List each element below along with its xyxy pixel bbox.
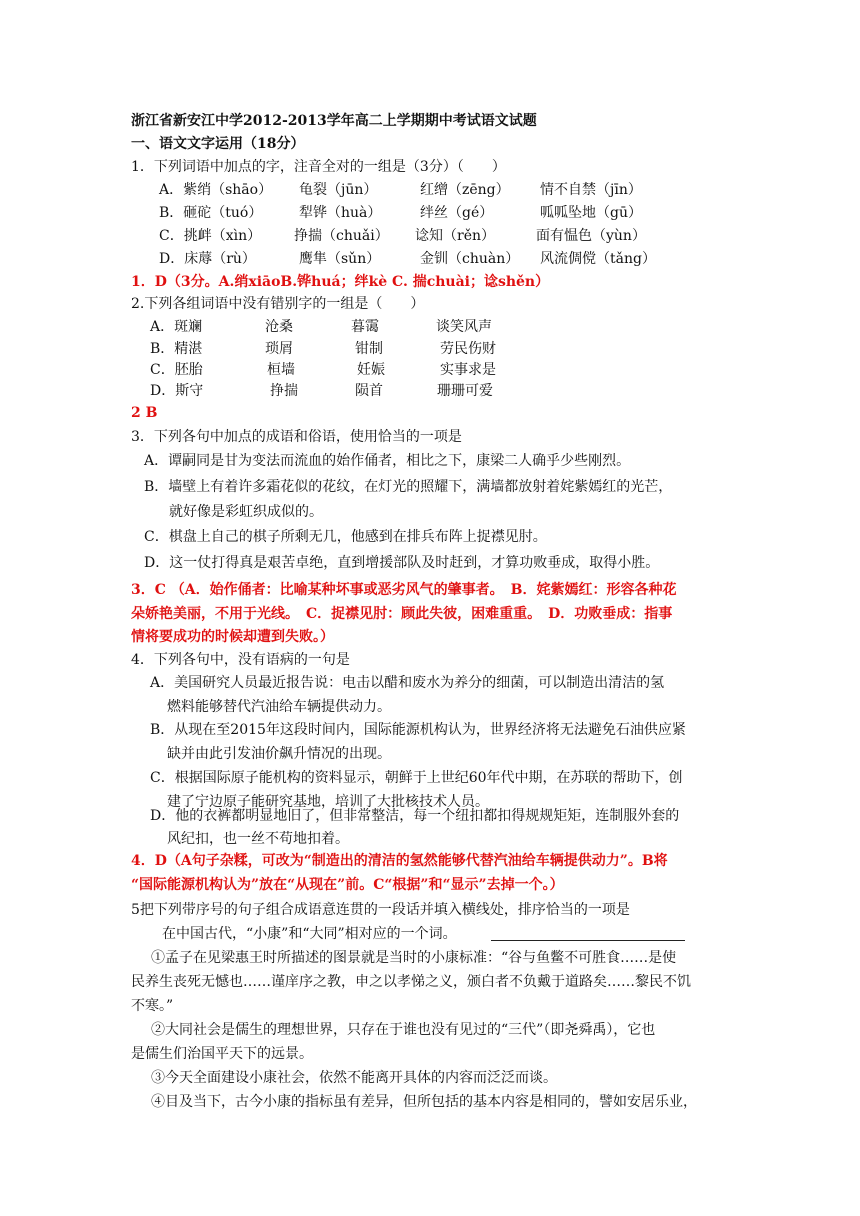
- q3-option-b-line1: B．墙壁上有着许多霜花似的花纹，在灯光的照耀下，满墙都放射着姹紫嫣红的光芒，: [144, 479, 673, 495]
- q1-option-b-1: B．砸砣（tuó）: [159, 205, 263, 221]
- q1-option-a-2: 龟裂（jūn）: [299, 182, 378, 198]
- q3-answer-line1: 3．C （A．始作俑者：比喻某种坏事或恶劣风气的肇事者。 B．姹紫嫣红：形容各种花: [131, 582, 677, 598]
- q1-option-a-1: A．紫绡（shāo）: [159, 182, 273, 198]
- q1-option-c-2: 挣揣（chuǎi）: [294, 228, 389, 244]
- q4-option-d-line1: D．他的衣裤都明显地旧了，但非常整洁，每一个纽扣都扣得规规矩矩，连制服外套的: [150, 808, 680, 824]
- q5-sentence-1-line2: 民养生丧死无憾也……谨庠序之教，申之以孝悌之义，颁白者不负戴于道路矣……黎民不饥: [131, 974, 691, 990]
- document-title: 浙江省新安江中学2012-2013学年高二上学期期中考试语文试题: [131, 113, 537, 129]
- q1-option-b-4: 呱呱坠地（gū）: [540, 205, 642, 221]
- q5-sentence-4: ④目及当下，古今小康的指标虽有差异，但所包括的基本内容是相同的，譬如安居乐业，: [151, 1094, 697, 1110]
- q5-sentence-1-line1: ①孟子在见梁惠王时所描述的图景就是当时的小康标准：“谷与鱼鳖不可胜食……是使: [151, 950, 677, 966]
- q1-option-d-4: 风流倜傥（tǎng）: [540, 251, 656, 267]
- q5-sentence-2-line2: 是儒生们治国平天下的远景。: [131, 1046, 313, 1062]
- q4-option-d-line2: 风纪扣，也一丝不苟地扣着。: [167, 831, 349, 847]
- q1-option-b-3: 绊丝（gé）: [420, 205, 494, 221]
- q5-sentence-3: ③今天全面建设小康社会，依然不能离开具体的内容而泛泛而谈。: [151, 1070, 557, 1086]
- q2-option-c-1: C．胚胎: [150, 362, 203, 378]
- q3-answer-line2: 朵娇艳美丽，不用于光线。 C．捉襟见肘：顾此失彼，困难重重。 D．功败垂成：指事: [131, 606, 673, 622]
- q2-option-a-2: 沧桑: [265, 319, 293, 335]
- q2-option-d-2: 挣揣: [270, 383, 298, 399]
- q2-answer: 2 B: [131, 405, 158, 421]
- q2-option-c-4: 实事求是: [440, 362, 496, 378]
- q2-option-a-1: A．斑斓: [150, 319, 203, 335]
- q4-answer-line2: “国际能源机构认为”放在“从现在”前。C“根据”和“显示”去掉一个。）: [131, 877, 564, 893]
- q1-option-b-2: 犁铧（huà）: [299, 205, 382, 221]
- q2-option-b-2: 琐屑: [265, 341, 293, 357]
- fill-in-blank-line: [491, 940, 685, 941]
- q2-option-b-1: B．精湛: [150, 341, 203, 357]
- q1-option-a-4: 情不自禁（jīn）: [540, 182, 642, 198]
- q1-option-c-1: C．挑衅（xìn）: [159, 228, 262, 244]
- section-heading: 一、语文文字运用（18分）: [131, 136, 305, 152]
- q1-answer: 1．D（3分。A.绡xiāoB.铧huá；绊kè C. 揣chuài；谂shěn）: [131, 274, 550, 290]
- q2-option-d-3: 陨首: [355, 383, 383, 399]
- q5-sentence-1-line3: 不寒。”: [131, 998, 174, 1014]
- q5-sentence-2-line1: ②大同社会是儒生的理想世界，只存在于谁也没有见过的“三代”（即尧舜禹），它也: [151, 1022, 656, 1038]
- q3-stem: 3．下列各句中加点的成语和俗语，使用恰当的一项是: [131, 429, 462, 445]
- q2-option-d-1: D．斯守: [150, 383, 204, 399]
- q2-stem: 2.下列各组词语中没有错别字的一组是（ ）: [131, 296, 425, 312]
- q1-option-d-1: D．床蓐（rù）: [159, 251, 256, 267]
- q2-option-d-4: 珊珊可爱: [437, 383, 493, 399]
- q4-option-a-line1: A．美国研究人员最近报告说：电击以醋和废水为养分的细菌，可以制造出清洁的氢: [150, 675, 665, 691]
- q1-option-d-2: 鹰隼（sǔn）: [299, 251, 381, 267]
- q1-stem: 1．下列词语中加点的字，注音全对的一组是（3分）（ ）: [131, 159, 506, 175]
- q5-stem: 5把下列带序号的句子组合成语意连贯的一段话并填入横线处，排序恰当的一项是: [131, 902, 630, 918]
- q2-option-a-4: 谈笑风声: [436, 319, 492, 335]
- q4-option-c-line2: 建了宁边原子能研究基地，培训了大批核技术人员。: [167, 794, 489, 810]
- q1-option-c-4: 面有愠色（yùn）: [536, 228, 646, 244]
- q4-answer-line1: 4．D（A句子杂糅，可改为“制造出的清洁的氢然能够代替汽油给车辆提供动力”。B将: [131, 853, 668, 869]
- q3-option-a: A．谭嗣同是甘为变法而流血的始作俑者，相比之下，康梁二人确乎少些刚烈。: [144, 453, 631, 469]
- q2-option-a-3: 暮霭: [351, 319, 379, 335]
- q3-option-b-line2: 就好像是彩虹织成似的。: [169, 504, 323, 520]
- q2-option-c-2: 桓墙: [267, 362, 295, 378]
- q4-stem: 4．下列各句中，没有语病的一句是: [131, 652, 350, 668]
- q4-option-b-line1: B．从现在至2015年这段时间内，国际能源机构认为，世界经济将无法避免石油供应紧: [150, 722, 686, 738]
- q2-option-c-3: 妊娠: [357, 362, 385, 378]
- q2-option-b-3: 钳制: [355, 341, 383, 357]
- q5-intro: 在中国古代，“小康”和“大同”相对应的一个词。: [162, 926, 457, 942]
- q4-option-c-line1: C．根据国际原子能机构的资料显示，朝鲜于上世纪60年代中期，在苏联的帮助下，创: [150, 770, 683, 786]
- q3-option-c: C．棋盘上自己的棋子所剩无几，他感到在排兵布阵上捉襟见肘。: [144, 529, 547, 545]
- q4-option-b-line2: 缺并由此引发油价飙升情况的出现。: [167, 746, 391, 762]
- q3-answer-line3: 情将要成功的时候却遭到失败。）: [131, 629, 334, 645]
- q1-option-a-3: 红缯（zēng）: [420, 182, 510, 198]
- q4-option-a-line2: 燃料能够替代汽油给车辆提供动力。: [167, 699, 391, 715]
- q2-option-b-4: 劳民伤财: [440, 341, 496, 357]
- q3-option-d: D．这一仗打得真是艰苦卓绝，直到增援部队及时赶到，才算功败垂成，取得小胜。: [144, 555, 660, 571]
- q1-option-d-3: 金钏（chuàn）: [420, 251, 520, 267]
- q1-option-c-3: 谂知（rěn）: [415, 228, 495, 244]
